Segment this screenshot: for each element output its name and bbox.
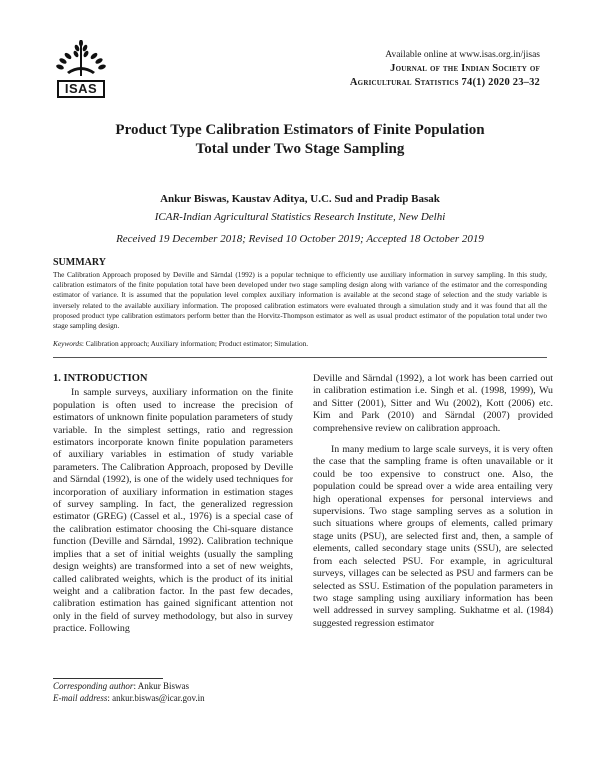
keywords-text: : Calibration approach; Auxiliary information; Product estimator; Simulation. — [81, 339, 309, 348]
intro-paragraph-1: In sample surveys, auxiliary information on the finite population is often used to increase the precision of estimators of unknown finite population parameters of study variable. In the simplest settings, ratio and regression estimators incorporate known finite population parameters of auxiliary variables in estimation of study variable parameters. The Calibration Approach, proposed by Deville and Särndal (1992), is one of the widely used techniques for incorporation of auxiliary information in estimation stages of survey sampling. In fact, the generalized regression estimator (GREG) (Cassel et al., 1976) is a special case of the calibration estimator choosing the Chi-square distance function (Deville and Särndal, 1992). Calibration technique implies that a set of initial weights (usually the sampling design weights) are transformed into a set of new weights, called calibrated weights, which is the product of its initial weight and a calibration factor. In the past few decades, calibration estimation has gained significant attention not only in the field of survey methodology, but also in survey practice. Following — [53, 387, 293, 635]
footnote — [53, 681, 205, 704]
email-label: E-mail address — [53, 692, 108, 703]
corresponding-author-label: Corresponding author — [53, 681, 134, 691]
author-list: Ankur Biswas, Kaustav Aditya, U.C. Sud and Pradip Basak — [160, 193, 440, 205]
summary-text: The Calibration Approach proposed by Deville and Särndal (1992) is a popular technique to efficiently use auxiliary information in survey sampling. In this study, calibration estimators of the finite population total have been developed under two stage sampling design along with variance of the estimator and the corresponding estimator of variance. It is assumed that the population level complex auxiliary information is available at the second stage of selection and the study variable is inversely related to the available auxiliary information. The proposed calibration estimators were evaluated through a simulation study and it was found that all the proposed product type calibration estimators perform better than the Horvitz-Thompson estimator as well as usual product estimator of the population total under two stage sampling design. — [53, 270, 547, 331]
left-column — [53, 373, 293, 636]
logo-wordmark: ISAS — [57, 80, 105, 98]
introduction-heading: 1. INTRODUCTION — [53, 373, 148, 384]
wheat-emblem-icon — [55, 40, 107, 80]
email-value: : ankur.biswas@icar.gov.in — [107, 692, 205, 703]
footnote-divider — [53, 678, 163, 679]
keywords — [53, 339, 547, 349]
journal-name-line2: Agricultural Statistics — [349, 77, 459, 88]
available-online-text: Available online at www.isas.org.in/jisas — [385, 50, 540, 60]
paper-title-line1: Product Type Calibration Estimators of Finite Population — [115, 122, 485, 138]
keywords-label: Keywords — [53, 339, 82, 348]
isas-logo — [55, 40, 107, 102]
intro-paragraph-2: Deville and Särndal (1992), a lot work has been carried out in calibration estimation i.e. Singh et al. (1998, 1999), Wu and Sitter (2001), Sitter and Wu (2002), Kott (2006) etc. Kim and Park (2010) and Särndal (2007) provided comprehensive review on calibration approach. — [313, 373, 553, 434]
affiliation: ICAR-Indian Agricultural Statistics Research Institute, New Delhi — [154, 211, 446, 223]
paper-title — [60, 121, 540, 159]
journal-name-line1: Journal of the Indian Society of — [390, 63, 540, 74]
section-divider — [53, 357, 547, 358]
journal-header — [240, 48, 540, 90]
paper-title-line2: Total under Two Stage Sampling — [195, 141, 405, 157]
corresponding-author-value: : Ankur Biswas — [133, 681, 189, 691]
intro-paragraph-3: In many medium to large scale surveys, it is very often the case that the sampling frame is often unavailable or it could be too expensive to construct one. Also, the population could be spread over a wide area entailing very high operational expenses for personal interviews and supervisions. Two stage sampling serves as a solution in such situations where groups of elements, called primary stage units (PSU), are selected first and, then, a sample of elements, called secondary stage units (SSU), are selected from each selected PSU. For example, in agricultural surveys, villages can be selected as PSU and farmers can be selected as SSU. Estimation of the population parameters in two stage sampling using auxiliary information has been well addressed in survey sampling. Sukhatme et al. (1984) suggested regression estimator — [313, 444, 553, 629]
journal-citation: 74(1) 2020 23–32 — [461, 77, 540, 88]
summary-heading: SUMMARY — [53, 257, 106, 268]
right-column — [313, 373, 553, 630]
received-dates: Received 19 December 2018; Revised 10 October 2019; Accepted 18 October 2019 — [116, 233, 484, 245]
